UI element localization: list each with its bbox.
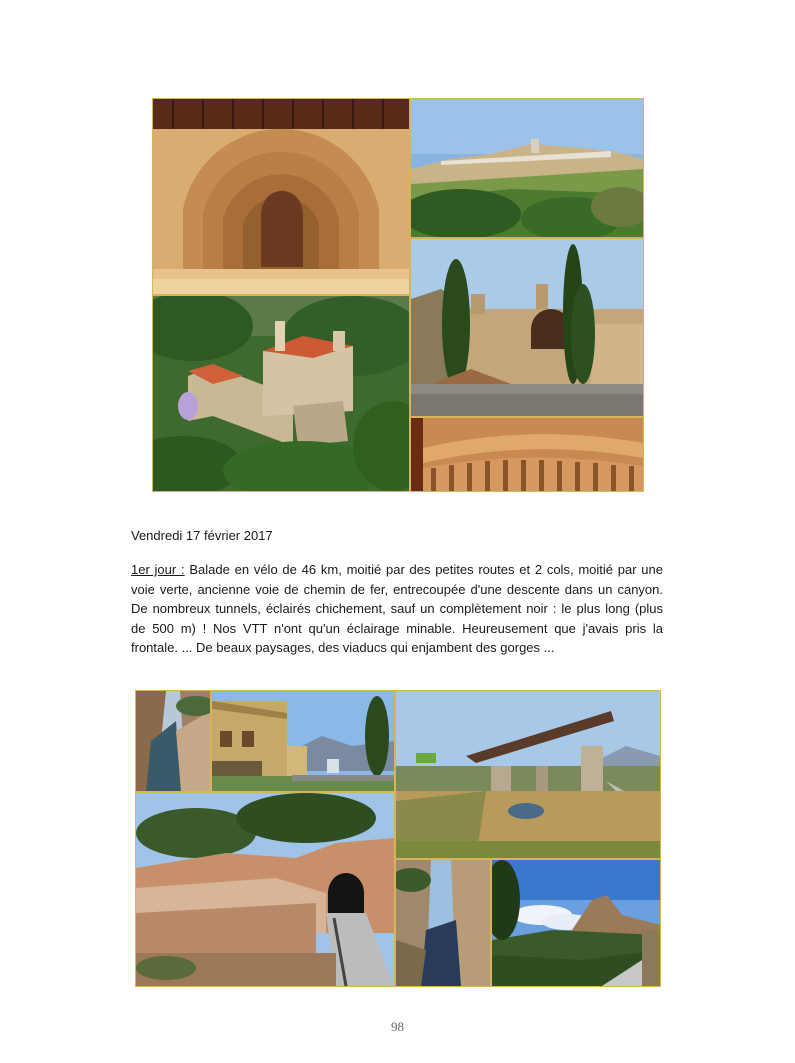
- stone-shelter-photo: [396, 691, 660, 858]
- mountain-road-photo: [492, 860, 660, 986]
- entry-paragraph: [131, 560, 663, 658]
- church-portal-photo: [153, 99, 409, 294]
- canyon-stream-photo: [396, 860, 490, 986]
- hilltop-village-photo: [411, 99, 643, 237]
- page-number: 98: [391, 1019, 404, 1034]
- top-photo-collage: [152, 98, 644, 492]
- carved-archivolt-photo: [411, 418, 643, 491]
- day-label: 1er jour :: [131, 562, 185, 577]
- bottom-photo-collage: [135, 690, 661, 987]
- rock-tunnel-photo: [136, 793, 394, 986]
- monastery-aerial-photo: [153, 296, 409, 491]
- entry-date: Vendredi 17 février 2017: [131, 528, 273, 543]
- old-station-photo: [212, 691, 394, 791]
- gorge-river-photo: [136, 691, 210, 791]
- cypress-chapel-photo: [411, 239, 643, 416]
- entry-text: Balade en vélo de 46 km, moitié par des petites routes et 2 cols, moitié par une voie verte, ancienne voie de chemin de fer, entrecoupée d'une descente dans un canyon. De nombreux tunnels, éclairés chichement, sauf un complètement noir : le plus long (plus de 500 m) ! Nos VTT n'ont qu'un éclairage minable. Heureusement que j'avais pris la frontale. ... De beaux paysages, des viaducs qui enjambent des gorges ...: [131, 562, 663, 655]
